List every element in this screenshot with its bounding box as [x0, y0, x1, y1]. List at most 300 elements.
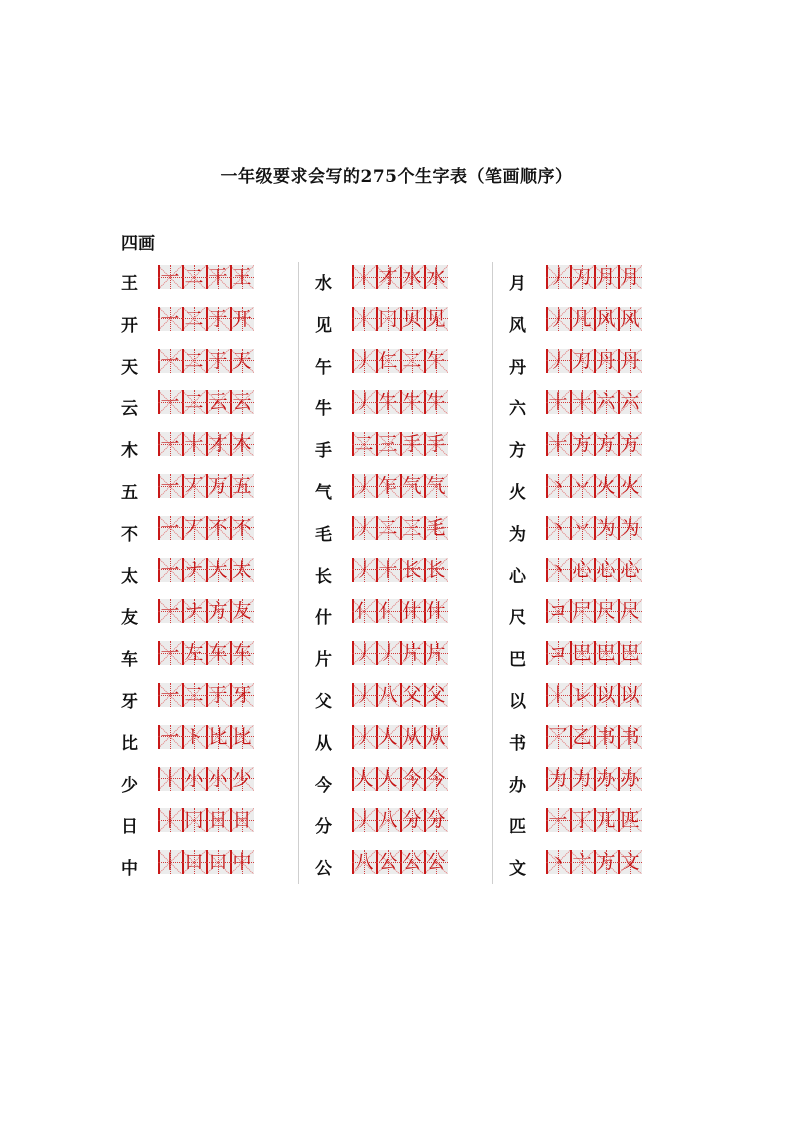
stroke-step-cell [400, 641, 424, 665]
character-label: 不 [121, 524, 138, 545]
stroke-step-cell [424, 265, 448, 289]
stroke-step-glyph: 于 [208, 349, 228, 372]
stroke-step-cell [376, 767, 400, 791]
stroke-order-strip [546, 558, 642, 582]
stroke-step-cell [594, 558, 618, 582]
stroke-step-glyph: 一 [548, 809, 568, 832]
stroke-step-glyph: 十 [378, 558, 398, 581]
stroke-step-glyph: 为 [620, 516, 640, 539]
stroke-step-glyph: 分 [426, 809, 446, 832]
character-label: 长 [315, 566, 332, 587]
stroke-step-cell [594, 850, 618, 874]
stroke-step-glyph: 二 [184, 684, 204, 706]
stroke-step-glyph: 片 [402, 642, 422, 665]
stroke-step-glyph: 丿 [354, 642, 374, 665]
stroke-step-cell [230, 390, 254, 414]
stroke-step-glyph: 一 [160, 391, 180, 414]
character-label: 匹 [509, 817, 526, 838]
stroke-step-cell [618, 599, 642, 623]
stroke-step-cell [594, 307, 618, 331]
stroke-step-glyph: 一 [160, 516, 180, 539]
stroke-step-glyph: 云 [208, 391, 228, 414]
stroke-step-glyph: 刀 [572, 266, 592, 288]
stroke-step-cell [424, 432, 448, 456]
stroke-step-cell [352, 683, 376, 707]
stroke-step-glyph: 书 [596, 725, 616, 748]
character-label: 丹 [509, 357, 526, 378]
stroke-step-glyph: 水 [426, 266, 446, 288]
stroke-step-cell [230, 850, 254, 874]
stroke-step-glyph: 人 [354, 767, 374, 790]
stroke-order-strip [158, 307, 254, 331]
stroke-step-cell [158, 390, 182, 414]
stroke-step-glyph: 十 [548, 391, 568, 414]
stroke-step-cell [424, 599, 448, 623]
stroke-step-cell [376, 599, 400, 623]
stroke-step-cell [230, 516, 254, 540]
stroke-step-glyph: 十 [184, 433, 204, 456]
stroke-step-glyph: 以 [596, 684, 616, 706]
stroke-step-cell [570, 432, 594, 456]
stroke-step-glyph: 一 [160, 684, 180, 706]
character-label: 巴 [509, 650, 526, 671]
stroke-step-glyph: 刀 [572, 349, 592, 372]
column-divider [492, 262, 493, 884]
stroke-step-glyph: 小 [208, 767, 228, 790]
stroke-order-strip [158, 641, 254, 665]
stroke-step-glyph: 二 [378, 516, 398, 539]
stroke-order-strip [158, 725, 254, 749]
stroke-step-glyph: 公 [378, 851, 398, 874]
stroke-step-glyph: 一 [160, 307, 180, 330]
stroke-order-strip [546, 390, 642, 414]
stroke-order-strip [352, 474, 448, 498]
stroke-order-strip [352, 850, 448, 874]
stroke-step-glyph: 火 [596, 475, 616, 497]
stroke-step-cell [206, 850, 230, 874]
stroke-step-cell [424, 390, 448, 414]
stroke-step-cell [206, 432, 230, 456]
stroke-step-glyph: ト [184, 725, 204, 748]
character-label: 比 [121, 733, 138, 754]
stroke-order-strip [352, 599, 448, 623]
stroke-order-strip [352, 265, 448, 289]
stroke-order-strip [546, 474, 642, 498]
stroke-step-glyph: 心 [596, 558, 616, 581]
character-label: 尺 [509, 608, 526, 629]
stroke-order-strip [546, 599, 642, 623]
character-label: 车 [121, 650, 138, 671]
stroke-step-glyph: 三 [378, 433, 398, 456]
stroke-step-glyph: レ [572, 684, 592, 706]
stroke-step-cell [158, 767, 182, 791]
stroke-step-glyph: 五 [232, 475, 252, 497]
stroke-step-cell [570, 641, 594, 665]
stroke-step-glyph: 牙 [232, 684, 252, 706]
stroke-step-glyph: 以 [620, 684, 640, 706]
stroke-step-cell [352, 432, 376, 456]
stroke-step-glyph: 二 [402, 349, 422, 372]
stroke-step-glyph: 大 [208, 558, 228, 581]
character-label: 牙 [121, 692, 138, 712]
stroke-step-cell [352, 307, 376, 331]
stroke-step-cell [424, 683, 448, 707]
stroke-step-glyph: 二 [354, 433, 374, 456]
stroke-step-cell [618, 265, 642, 289]
stroke-step-glyph: 牛 [402, 391, 422, 414]
stroke-step-glyph: 丨 [160, 767, 180, 790]
stroke-step-cell [424, 641, 448, 665]
stroke-step-glyph: 气 [402, 475, 422, 497]
stroke-step-cell [158, 432, 182, 456]
stroke-step-cell [158, 725, 182, 749]
stroke-step-cell [158, 683, 182, 707]
stroke-step-cell [376, 516, 400, 540]
stroke-step-cell [618, 850, 642, 874]
stroke-step-glyph: 八 [378, 809, 398, 832]
stroke-step-cell [182, 641, 206, 665]
stroke-step-glyph: 牛 [426, 391, 446, 414]
character-label: 办 [509, 775, 526, 796]
stroke-order-strip [546, 725, 642, 749]
stroke-step-glyph: 人 [378, 725, 398, 748]
stroke-step-cell [182, 558, 206, 582]
stroke-step-glyph: 力 [572, 767, 592, 790]
stroke-step-cell [424, 725, 448, 749]
stroke-step-cell [546, 307, 570, 331]
stroke-step-glyph: 亻 [354, 600, 374, 623]
stroke-step-cell [230, 474, 254, 498]
character-label: 水 [315, 274, 332, 294]
stroke-step-cell [546, 767, 570, 791]
stroke-step-cell [352, 808, 376, 832]
stroke-step-glyph: 十 [572, 391, 592, 414]
stroke-order-strip [352, 641, 448, 665]
stroke-step-glyph: 一 [160, 433, 180, 456]
stroke-step-cell [158, 474, 182, 498]
stroke-step-cell [594, 390, 618, 414]
stroke-step-glyph: 丿 [354, 475, 374, 497]
stroke-step-cell [376, 725, 400, 749]
stroke-step-cell [206, 641, 230, 665]
stroke-step-glyph: 左 [184, 642, 204, 665]
stroke-step-cell [400, 390, 424, 414]
stroke-step-glyph: 力 [548, 767, 568, 790]
stroke-step-glyph: 比 [208, 725, 228, 748]
stroke-step-glyph: 三 [402, 516, 422, 539]
stroke-step-glyph: 水 [402, 266, 422, 288]
stroke-step-glyph: 丆 [184, 475, 204, 497]
stroke-step-glyph: 父 [426, 684, 446, 706]
stroke-step-cell [400, 474, 424, 498]
stroke-step-cell [158, 265, 182, 289]
character-label: 心 [509, 566, 526, 587]
stroke-step-glyph: 风 [620, 307, 640, 330]
stroke-step-glyph: 乍 [378, 475, 398, 497]
stroke-order-strip [546, 641, 642, 665]
character-label: 公 [315, 859, 332, 880]
stroke-step-glyph: 方 [208, 600, 228, 623]
stroke-step-cell [570, 599, 594, 623]
stroke-step-glyph: 文 [620, 851, 640, 874]
stroke-step-glyph: 一 [160, 558, 180, 581]
stroke-step-cell [424, 767, 448, 791]
page-title: 一年级要求会写的275个生字表（笔画顺序） [220, 167, 573, 187]
stroke-step-glyph: 毛 [426, 516, 446, 539]
stroke-step-cell [182, 349, 206, 373]
stroke-step-cell [618, 349, 642, 373]
stroke-step-cell [570, 390, 594, 414]
stroke-step-glyph: 于 [208, 307, 228, 330]
stroke-order-strip [158, 516, 254, 540]
stroke-step-cell [182, 767, 206, 791]
character-label: 少 [121, 775, 138, 796]
stroke-step-glyph: 办 [620, 767, 640, 790]
stroke-step-glyph: 丨 [160, 809, 180, 832]
stroke-order-strip [158, 265, 254, 289]
stroke-order-strip [352, 558, 448, 582]
character-label: 五 [121, 483, 138, 503]
stroke-step-cell [206, 265, 230, 289]
stroke-step-cell [570, 850, 594, 874]
stroke-step-cell [182, 850, 206, 874]
stroke-step-cell [206, 516, 230, 540]
character-label: 为 [509, 524, 526, 545]
stroke-order-strip [352, 432, 448, 456]
stroke-order-strip [546, 307, 642, 331]
stroke-step-cell [206, 767, 230, 791]
stroke-step-cell [230, 432, 254, 456]
stroke-step-glyph: 人 [378, 767, 398, 790]
stroke-step-cell [182, 516, 206, 540]
stroke-step-cell [570, 265, 594, 289]
stroke-order-strip [546, 808, 642, 832]
stroke-order-strip [352, 725, 448, 749]
stroke-step-cell [158, 307, 182, 331]
stroke-step-glyph: 月 [620, 266, 640, 288]
stroke-step-cell [230, 558, 254, 582]
stroke-step-cell [230, 307, 254, 331]
character-label: 今 [315, 775, 332, 796]
stroke-step-cell [230, 641, 254, 665]
stroke-step-glyph: 六 [596, 391, 616, 414]
stroke-step-cell [230, 599, 254, 623]
stroke-step-cell [570, 725, 594, 749]
stroke-step-cell [546, 265, 570, 289]
character-label: 从 [315, 733, 332, 754]
stroke-step-cell [570, 558, 594, 582]
character-label: 见 [315, 315, 332, 336]
stroke-step-glyph: 方 [620, 433, 640, 456]
stroke-step-glyph: 丿 [354, 516, 374, 539]
character-label: 友 [121, 608, 138, 629]
stroke-step-cell [594, 474, 618, 498]
stroke-step-glyph: 亻 [378, 600, 398, 623]
stroke-step-glyph: 丷 [572, 516, 592, 539]
stroke-order-strip [158, 850, 254, 874]
stroke-step-glyph: 丨 [354, 307, 374, 330]
stroke-step-cell [424, 307, 448, 331]
stroke-step-glyph: 太 [232, 558, 252, 581]
stroke-step-cell [618, 558, 642, 582]
stroke-step-cell [230, 265, 254, 289]
stroke-step-cell [594, 767, 618, 791]
stroke-step-glyph: 贝 [402, 307, 422, 330]
stroke-step-glyph: 今 [426, 767, 446, 790]
stroke-step-glyph: 丷 [572, 475, 592, 497]
stroke-step-glyph: 八 [354, 851, 374, 874]
stroke-step-glyph: 公 [426, 851, 446, 874]
stroke-step-glyph: 手 [426, 433, 446, 456]
stroke-order-strip [158, 808, 254, 832]
stroke-step-cell [158, 808, 182, 832]
stroke-step-glyph: 一 [160, 725, 180, 748]
stroke-step-cell [352, 265, 376, 289]
stroke-step-cell [546, 432, 570, 456]
stroke-step-cell [182, 265, 206, 289]
stroke-step-glyph: 几 [572, 307, 592, 330]
stroke-step-glyph: 丶 [548, 851, 568, 874]
stroke-step-glyph: 乛 [548, 725, 568, 748]
stroke-step-glyph: 丿 [354, 809, 374, 832]
stroke-step-glyph: 公 [402, 851, 422, 874]
stroke-step-cell [158, 641, 182, 665]
stroke-step-cell [618, 474, 642, 498]
character-label: 开 [121, 315, 138, 336]
stroke-step-cell [158, 349, 182, 373]
stroke-order-strip [546, 265, 642, 289]
stroke-step-glyph: 丶 [548, 516, 568, 539]
stroke-step-glyph: コ [548, 600, 568, 623]
stroke-step-glyph: コ [548, 642, 568, 665]
stroke-step-cell [230, 725, 254, 749]
stroke-step-glyph: 从 [426, 725, 446, 748]
stroke-step-glyph: 片 [426, 642, 446, 665]
character-label: 书 [509, 733, 526, 754]
stroke-step-cell [618, 641, 642, 665]
stroke-order-strip [158, 558, 254, 582]
character-label: 父 [315, 692, 332, 712]
stroke-step-cell [400, 432, 424, 456]
stroke-order-strip [546, 432, 642, 456]
stroke-step-cell [230, 683, 254, 707]
stroke-step-cell [618, 307, 642, 331]
stroke-step-cell [230, 349, 254, 373]
stroke-step-glyph: 于 [208, 684, 228, 706]
stroke-step-glyph: 风 [596, 307, 616, 330]
stroke-step-cell [376, 349, 400, 373]
stroke-step-cell [158, 599, 182, 623]
stroke-step-glyph: 一 [160, 349, 180, 372]
character-label: 云 [121, 399, 138, 420]
stroke-step-cell [546, 850, 570, 874]
stroke-step-glyph: 丆 [184, 516, 204, 539]
stroke-step-cell [376, 641, 400, 665]
stroke-step-glyph: 丿 [354, 725, 374, 748]
character-label: 文 [509, 859, 526, 880]
character-label: 片 [315, 650, 332, 671]
stroke-order-strip [158, 390, 254, 414]
stroke-order-strip [158, 683, 254, 707]
stroke-step-cell [594, 599, 618, 623]
stroke-step-glyph: 丶 [548, 558, 568, 581]
stroke-step-cell [376, 850, 400, 874]
stroke-step-glyph: 火 [620, 475, 640, 497]
stroke-step-glyph: 日 [208, 809, 228, 832]
stroke-step-cell [400, 850, 424, 874]
stroke-step-cell [352, 349, 376, 373]
stroke-step-glyph: 一 [160, 642, 180, 665]
stroke-step-glyph: 巴 [620, 642, 640, 665]
stroke-step-cell [594, 265, 618, 289]
stroke-order-strip [352, 516, 448, 540]
stroke-step-cell [618, 767, 642, 791]
stroke-step-glyph: 王 [232, 266, 252, 288]
stroke-step-cell [570, 349, 594, 373]
stroke-step-glyph: 兀 [596, 809, 616, 832]
stroke-step-glyph: 六 [620, 391, 640, 414]
stroke-step-glyph: 十 [548, 433, 568, 456]
character-label: 月 [509, 274, 526, 294]
stroke-step-cell [594, 683, 618, 707]
stroke-step-cell [546, 349, 570, 373]
stroke-step-cell [182, 432, 206, 456]
stroke-order-strip [158, 767, 254, 791]
stroke-step-glyph: 冂 [184, 809, 204, 832]
stroke-step-cell [546, 390, 570, 414]
stroke-step-cell [424, 349, 448, 373]
stroke-step-glyph: 丿 [548, 349, 568, 372]
stroke-step-cell [352, 516, 376, 540]
stroke-step-cell [424, 808, 448, 832]
stroke-step-glyph: 丿 [548, 266, 568, 288]
stroke-step-glyph: 仁 [378, 349, 398, 372]
character-label: 木 [121, 441, 138, 462]
stroke-step-cell [158, 558, 182, 582]
stroke-step-cell [206, 725, 230, 749]
stroke-step-cell [400, 767, 424, 791]
stroke-step-cell [400, 599, 424, 623]
stroke-step-cell [376, 683, 400, 707]
stroke-step-glyph: 二 [184, 307, 204, 330]
stroke-step-cell [206, 307, 230, 331]
stroke-step-cell [376, 558, 400, 582]
stroke-step-glyph: 友 [232, 600, 252, 623]
stroke-step-glyph: 方 [596, 851, 616, 874]
stroke-order-strip [546, 349, 642, 373]
stroke-order-strip [352, 683, 448, 707]
stroke-step-glyph: 丹 [596, 349, 616, 372]
character-label: 方 [509, 441, 526, 462]
section-heading: 四画 [121, 234, 155, 254]
stroke-step-cell [546, 599, 570, 623]
stroke-step-cell [546, 725, 570, 749]
stroke-step-cell [206, 683, 230, 707]
stroke-step-glyph: 口 [208, 851, 228, 874]
stroke-step-cell [182, 474, 206, 498]
stroke-step-glyph: 木 [232, 433, 252, 456]
stroke-order-strip [352, 390, 448, 414]
character-label: 王 [121, 274, 138, 294]
stroke-step-glyph: 口 [184, 851, 204, 874]
stroke-step-glyph: 今 [402, 767, 422, 790]
stroke-step-glyph: 乙 [572, 725, 592, 748]
stroke-step-cell [618, 516, 642, 540]
stroke-step-cell [400, 808, 424, 832]
stroke-step-cell [618, 432, 642, 456]
stroke-step-glyph: 八 [378, 684, 398, 706]
stroke-step-glyph: 月 [596, 266, 616, 288]
